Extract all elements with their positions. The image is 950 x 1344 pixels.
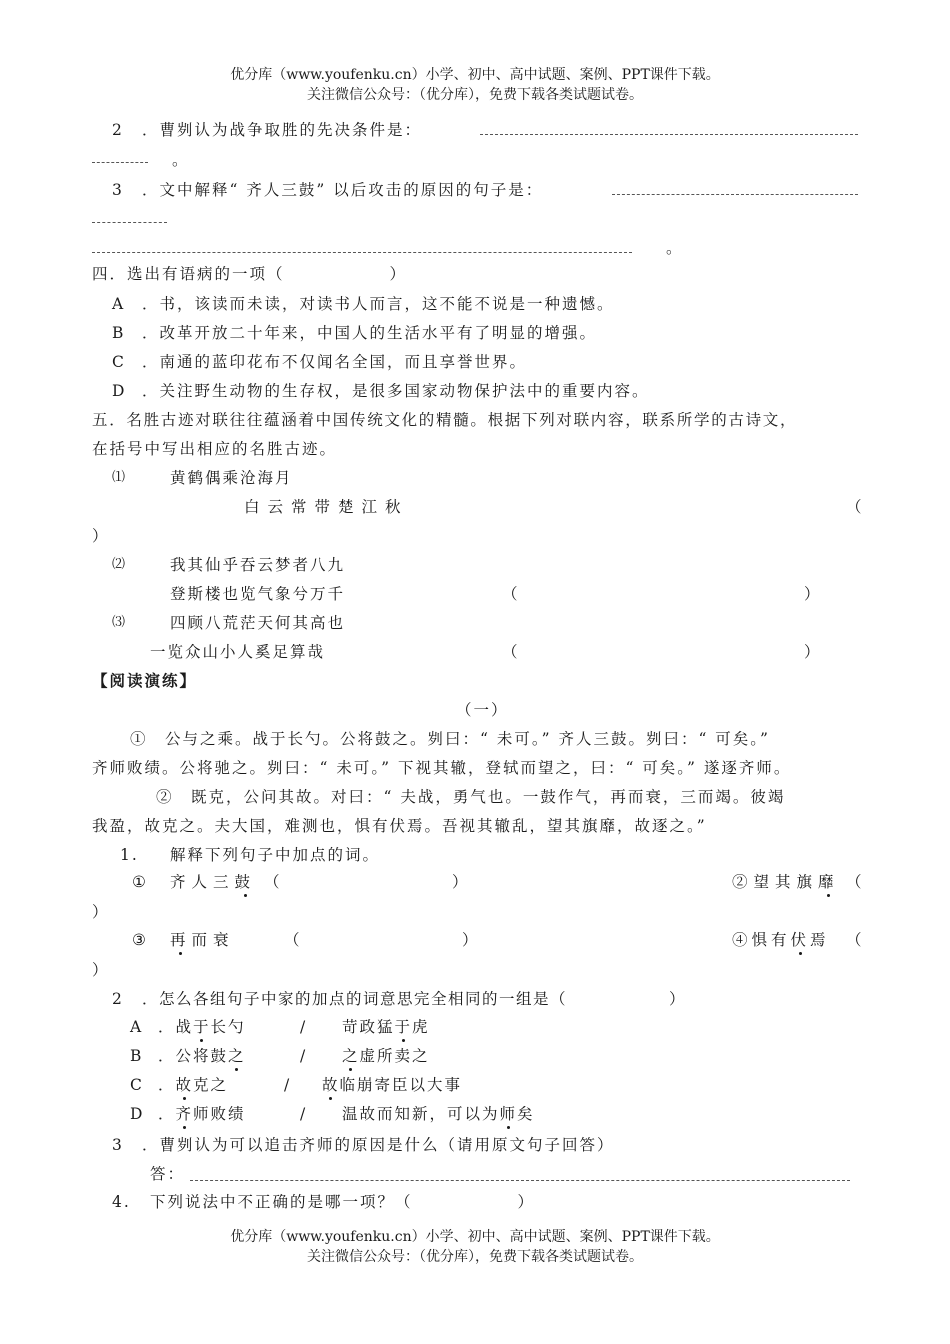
p3-q3-text: ．文中解释“ 齐人三鼓” 以后攻击的原因的句子是： xyxy=(142,181,544,199)
rq2-option-b-sep: / xyxy=(300,1047,308,1065)
header-line-2: 关注微信公众号：（优分库），免费下载各类试题试卷。 xyxy=(307,87,643,103)
couplet-3-paren-open: （ xyxy=(502,643,520,661)
rq1-a-dotted-word: 鼓 xyxy=(234,873,257,891)
rq2-option-a-sep: / xyxy=(300,1018,308,1036)
rq2-option-d-label: D xyxy=(130,1105,145,1123)
rq2-option-b-label: B xyxy=(130,1047,144,1065)
couplet-1-line-2: 白云常带楚江秋 xyxy=(244,498,409,516)
rq1-text: 解释下列句子中加点的词。 xyxy=(170,846,381,864)
couplet-1-paren-close: ） xyxy=(92,527,110,545)
couplet-2-number: ⑵ xyxy=(112,557,128,572)
reading-subsection: （一） xyxy=(456,701,509,719)
rq2-option-a-right xyxy=(342,1017,430,1037)
part4-option-d-label: D xyxy=(112,382,127,400)
p3-q2-answer-line[interactable] xyxy=(480,134,858,135)
rq2-b-left-pre: ．公将鼓 xyxy=(158,1047,229,1065)
rq2-d-right-dotted: 师 xyxy=(499,1105,518,1123)
footer-line-1: 优分库（www.youfenku.cn）小学、初中、高中试题、案例、PPT课件下载。 xyxy=(230,1229,720,1245)
part5-title-line-2: 在括号中写出相应的名胜古迹。 xyxy=(92,440,338,458)
rq2-c-left-post: 克之 xyxy=(193,1076,229,1094)
rq1-a-paren-close: ） xyxy=(452,873,470,891)
reading-section-title: 【阅读演练】 xyxy=(92,671,198,690)
part4-option-c-label: C xyxy=(112,353,126,371)
rq1-d-number: ④ xyxy=(732,931,752,949)
p3-q2-end: 。 xyxy=(172,151,190,169)
rq2-d-right-post: 矣 xyxy=(517,1105,535,1123)
rq2-a-right-pre: 苛政猛 xyxy=(342,1018,395,1036)
couplet-3-paren-close: ） xyxy=(804,643,822,661)
rq2-option-d-right xyxy=(342,1104,535,1124)
rq2-d-left-pre: ． xyxy=(158,1105,176,1123)
rq1-b-number: ② xyxy=(732,873,754,891)
p3-q3-answer-line[interactable] xyxy=(612,194,858,195)
part4-option-b-label: B xyxy=(112,324,126,342)
rq1-d-dotted-word: 伏 xyxy=(790,931,811,949)
rq1-d-paren-open: （ xyxy=(846,931,864,949)
rq2-a-left-pre: ．战 xyxy=(158,1018,194,1036)
rq2-c-left-pre: ． xyxy=(158,1076,176,1094)
p3-q3-end: 。 xyxy=(666,239,684,257)
passage-p1-line-1: ① 公与之乘。战于长勺。公将鼓之。刿曰：“ 未可。” 齐人三鼓。刿曰：“ 可矣。” xyxy=(130,730,770,748)
rq1-c-phrase xyxy=(170,930,235,950)
rq1-b-paren-open: （ xyxy=(846,873,864,891)
rq1-b-pre: 望其旗 xyxy=(753,873,819,891)
rq1-b-phrase xyxy=(732,872,840,892)
rq1-c-paren-close: ） xyxy=(462,931,480,949)
couplet-2-line-2: 登斯楼也览气象兮万千 xyxy=(170,585,346,603)
rq2-b-left-dotted: 之 xyxy=(228,1047,246,1065)
rq1-d-pre: 惧有 xyxy=(751,931,791,949)
part5-title-line-1: 五．名胜古迹对联往往蕴涵着中国传统文化的精髓。根据下列对联内容，联系所学的古诗文， xyxy=(92,411,798,429)
part4-option-c-text: ．南通的蓝印花布不仅闻名全国，而且享誉世界。 xyxy=(142,353,528,371)
rq1-c-number: ③ xyxy=(132,931,148,949)
rq1-number: 1. xyxy=(120,846,139,864)
rq3-answer-line[interactable] xyxy=(190,1180,850,1181)
rq2-c-left-dotted: 故 xyxy=(175,1076,194,1094)
couplet-3-line-1: 四顾八荒茫天何其高也 xyxy=(170,614,346,632)
part4-option-a-label: A xyxy=(112,295,126,313)
rq1-c-paren-open: （ xyxy=(284,931,302,949)
rq2-text: ．怎么各组句子中家的加点的词意思完全相同的一组是（ ） xyxy=(142,990,687,1008)
rq2-d-right-pre: 温故而知新，可以为 xyxy=(342,1105,500,1123)
couplet-1-number: ⑴ xyxy=(112,470,128,485)
p3-q2-number: 2 xyxy=(112,121,124,139)
rq2-a-right-dotted: 于 xyxy=(394,1018,413,1036)
rq2-option-d-left xyxy=(158,1104,246,1124)
rq2-option-b-left xyxy=(158,1046,246,1066)
couplet-1-paren-open: （ xyxy=(846,498,864,516)
p3-q2-answer-line-cont[interactable] xyxy=(92,162,148,163)
rq1-d-post: 焉 xyxy=(810,931,830,949)
rq1-a-number: ① xyxy=(132,873,148,891)
couplet-3-number: ⑶ xyxy=(112,615,128,630)
p3-q3-number: 3 xyxy=(112,181,124,199)
couplet-1-line-1: 黄鹤偶乘沧海月 xyxy=(170,469,293,487)
couplet-2-paren-open: （ xyxy=(502,585,520,603)
rq1-c-dotted-word: 再 xyxy=(170,931,192,949)
p3-q3-answer-line-cont[interactable] xyxy=(92,222,167,223)
rq2-b-right-post: 虚所卖之 xyxy=(359,1047,430,1065)
rq2-number: 2 xyxy=(112,990,124,1008)
rq2-a-left-post: 长勺 xyxy=(210,1018,246,1036)
couplet-3-line-2: 一览众山小人奚足算哉 xyxy=(150,643,326,661)
rq2-d-left-post: 师败绩 xyxy=(193,1105,246,1123)
rq1-a-pre: 齐人三 xyxy=(170,873,235,891)
header-line-1: 优分库（www.youfenku.cn）小学、初中、高中试题、案例、PPT课件下载。 xyxy=(230,67,720,83)
rq2-c-right-post: 临崩寄臣以大事 xyxy=(339,1076,463,1094)
p3-q3-answer-line-2[interactable] xyxy=(92,252,632,253)
rq1-c-post: 而衰 xyxy=(191,931,235,949)
passage-p2-line-2: 我盈，故克之。夫大国，难测也，惧有伏焉。吾视其辙乱，望其旗靡，故逐之。” xyxy=(92,817,707,835)
rq2-option-a-left xyxy=(158,1017,246,1037)
part4-option-b-text: ．改革开放二十年来，中国人的生活水平有了明显的增强。 xyxy=(142,324,598,342)
rq2-option-a-label: A xyxy=(130,1018,144,1036)
footer-line-2: 关注微信公众号：（优分库），免费下载各类试题试卷。 xyxy=(307,1249,643,1265)
rq2-option-c-right xyxy=(322,1075,462,1095)
rq1-a-phrase xyxy=(170,872,256,892)
rq2-option-b-right xyxy=(342,1046,430,1066)
rq2-d-left-dotted: 齐 xyxy=(175,1105,194,1123)
p3-q2-text: ．曹刿认为战争取胜的先决条件是： xyxy=(142,121,423,139)
rq2-option-c-left xyxy=(158,1075,228,1095)
rq2-option-c-sep: / xyxy=(284,1076,292,1094)
rq2-b-right-dotted: 之 xyxy=(342,1047,360,1065)
rq1-d-phrase xyxy=(732,930,830,950)
part4-option-d-text: ．关注野生动物的生存权，是很多国家动物保护法中的重要内容。 xyxy=(142,382,650,400)
couplet-2-paren-close: ） xyxy=(804,585,822,603)
rq2-option-c-label: C xyxy=(130,1076,144,1094)
rq1-d-paren-close: ） xyxy=(92,961,110,979)
rq2-a-left-dotted: 于 xyxy=(193,1018,211,1036)
rq3-answer-label: 答： xyxy=(150,1165,186,1183)
rq3-text: ．曹刿认为可以追击齐师的原因是什么（请用原文句子回答） xyxy=(142,1136,615,1154)
rq1-b-paren-close: ） xyxy=(92,903,110,921)
passage-p1-line-2: 齐师败绩。公将驰之。刿曰：“ 未可。” 下视其辙，登轼而望之，曰：“ 可矣。” 遂逐齐师。 xyxy=(92,759,792,777)
rq2-c-right-dotted: 故 xyxy=(322,1076,340,1094)
part4-option-a-text: ．书，该读而未读，对读书人而言，这不能不说是一种遗憾。 xyxy=(142,295,615,313)
part4-title: 四．选出有语病的一项（ ） xyxy=(92,265,408,283)
passage-p2-line-1: ② 既克，公问其故。对曰：“ 夫战，勇气也。一鼓作气，再而衰，三而竭。彼竭 xyxy=(156,788,786,806)
rq2-a-right-post: 虎 xyxy=(412,1018,430,1036)
rq3-number: 3 xyxy=(112,1136,124,1154)
rq1-b-dotted-word: 靡 xyxy=(818,873,840,891)
rq4-number: 4. xyxy=(112,1193,131,1211)
rq1-a-paren-open: （ xyxy=(264,873,282,891)
rq4-text: 下列说法中不正确的是哪一项？（ ） xyxy=(150,1193,536,1211)
rq2-option-d-sep: / xyxy=(300,1105,308,1123)
couplet-2-line-1: 我其仙乎吞云梦者八九 xyxy=(170,556,346,574)
